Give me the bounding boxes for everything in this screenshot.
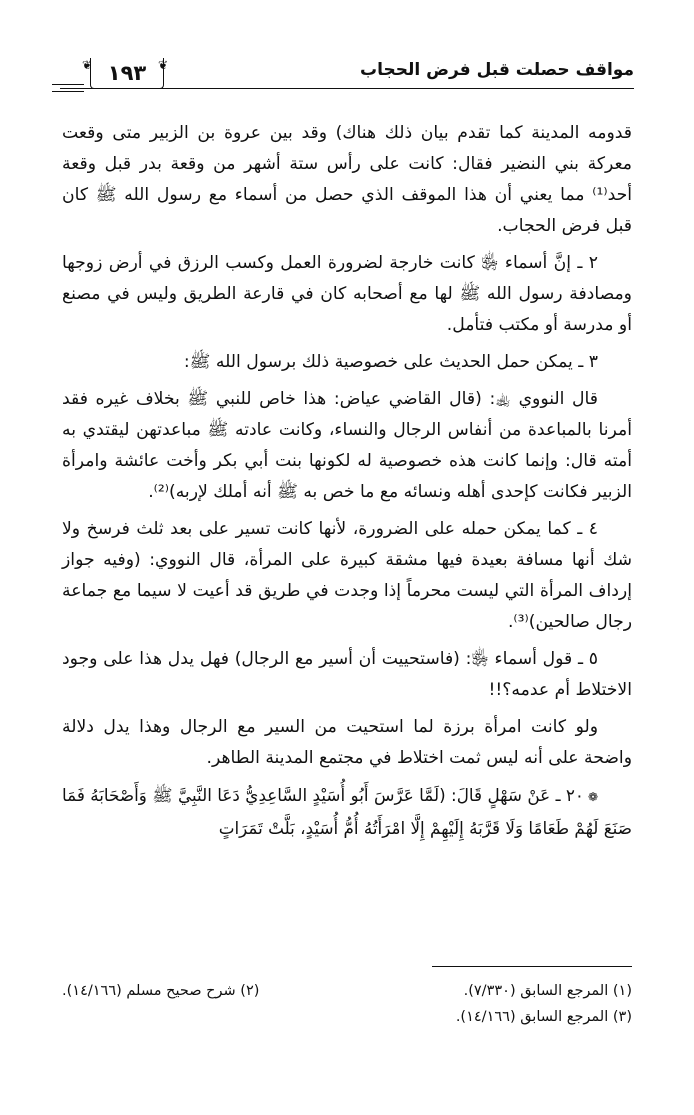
flower-bullet-icon: ❁ [587, 790, 598, 804]
paragraph-6: ٥ ـ قول أسماء ﵂: (فاستحييت أن أسير مع الرجال) فهل يدل هذا على وجود الاختلاط أم عدمه؟!! [62, 649, 632, 700]
paragraph-4: قال النووي ﵀: (قال القاضي عياض: هذا خاص للنبي ﷺ بخلاف غيره فقد أمرنا بالمباعدة من أنفاس الرجال والنساء، وكانت عادته ﷺ مباعدتهن ليقتدي به أمته قال: وإنما كانت هذه خصوصية له لكونها بنت أبي بكر وأخت عائشة وامرأة الزبير فكانت كإحدى أهله ونسائه مع ما خص به ﷺ أنه أملك لإربه)⁽²⁾. [62, 389, 632, 502]
footnotes [62, 978, 632, 1030]
page-header [60, 58, 634, 98]
footnote-1: (١) المرجع السابق (٧/٣٣٠). [463, 983, 632, 999]
paragraph-7: ولو كانت امرأة برزة لما استحيت من السير مع الرجال وهذا يدل دلالة واضحة على أنه ليس ثمت اختلاط في مجتمع المدينة الطاهر. [62, 717, 632, 768]
footnote-row [62, 978, 632, 1004]
footnote-row [62, 1004, 632, 1030]
footnote-3: (٣) المرجع السابق (١٤/١٦٦). [455, 1009, 632, 1025]
header-rule [60, 88, 634, 89]
header-double-rule [52, 84, 84, 92]
paragraph-2: ٢ ـ إنَّ أسماء ﵂ كانت خارجة لضرورة العمل وكسب الرزق في أرض زوجها ومصادفة رسول الله ﷺ لها مع أصحابه كان في قارعة الطريق وليس في مصنع أو مدرسة أو مكتب فتأمل. [62, 253, 632, 335]
hadith-text: ٢٠ ـ عَنْ سَهْلٍ قَالَ: (لَمَّا عَرَّسَ أَبُو أُسَيْدٍ السَّاعِدِيُّ دَعَا النَّبِيَّ ﷺ وَأَصْحَابَهُ فَمَا صَنَعَ لَهُمْ طَعَامًا وَلَا قَرَّبَهُ إِلَيْهِمْ إِلَّا امْرَأَتُهُ أُمُّ أُسَيْدٍ، بَلَّتْ تَمَرَاتٍ [62, 785, 632, 838]
running-title: مواقف حصلت قبل فرض الحجاب [359, 60, 634, 80]
page-number-box [90, 58, 164, 89]
hadith-paragraph [62, 780, 632, 844]
leaf-ornament-icon: ❦ [158, 58, 169, 72]
footnote-separator [432, 966, 632, 967]
leaf-ornament-icon: ❦ [82, 58, 93, 72]
main-text [62, 118, 632, 850]
paragraph-3: ٣ ـ يمكن حمل الحديث على خصوصية ذلك برسول الله ﷺ: [183, 352, 598, 372]
footnote-2: (٢) شرح صحيح مسلم (١٤/١٦٦). [62, 983, 260, 999]
page-number: ١٩٣ [107, 61, 147, 85]
paragraph-5: ٤ ـ كما يمكن حمله على الضرورة، لأنها كانت تسير على بعد ثلث فرسخ ولا شك أنها مسافة بعيدة فيها مشقة كبيرة على المرأة، قال النووي: (وفيه جواز إرداف المرأة التي ليست محرماً إذا وجدت في طريق قد أعيت لا سيما مع جماعة رجال صالحين)⁽³⁾. [62, 519, 632, 632]
paragraph-1: قدومه المدينة كما تقدم بيان ذلك هناك) وقد بين عروة بن الزبير متى وقعت معركة بني النضير فقال: كانت على رأس ستة أشهر من وقعة بدر قبل وقعة أحد⁽¹⁾ مما يعني أن هذا الموقف الذي حصل من أسماء مع رسول الله ﷺ كان قبل فرض الحجاب. [62, 123, 632, 236]
